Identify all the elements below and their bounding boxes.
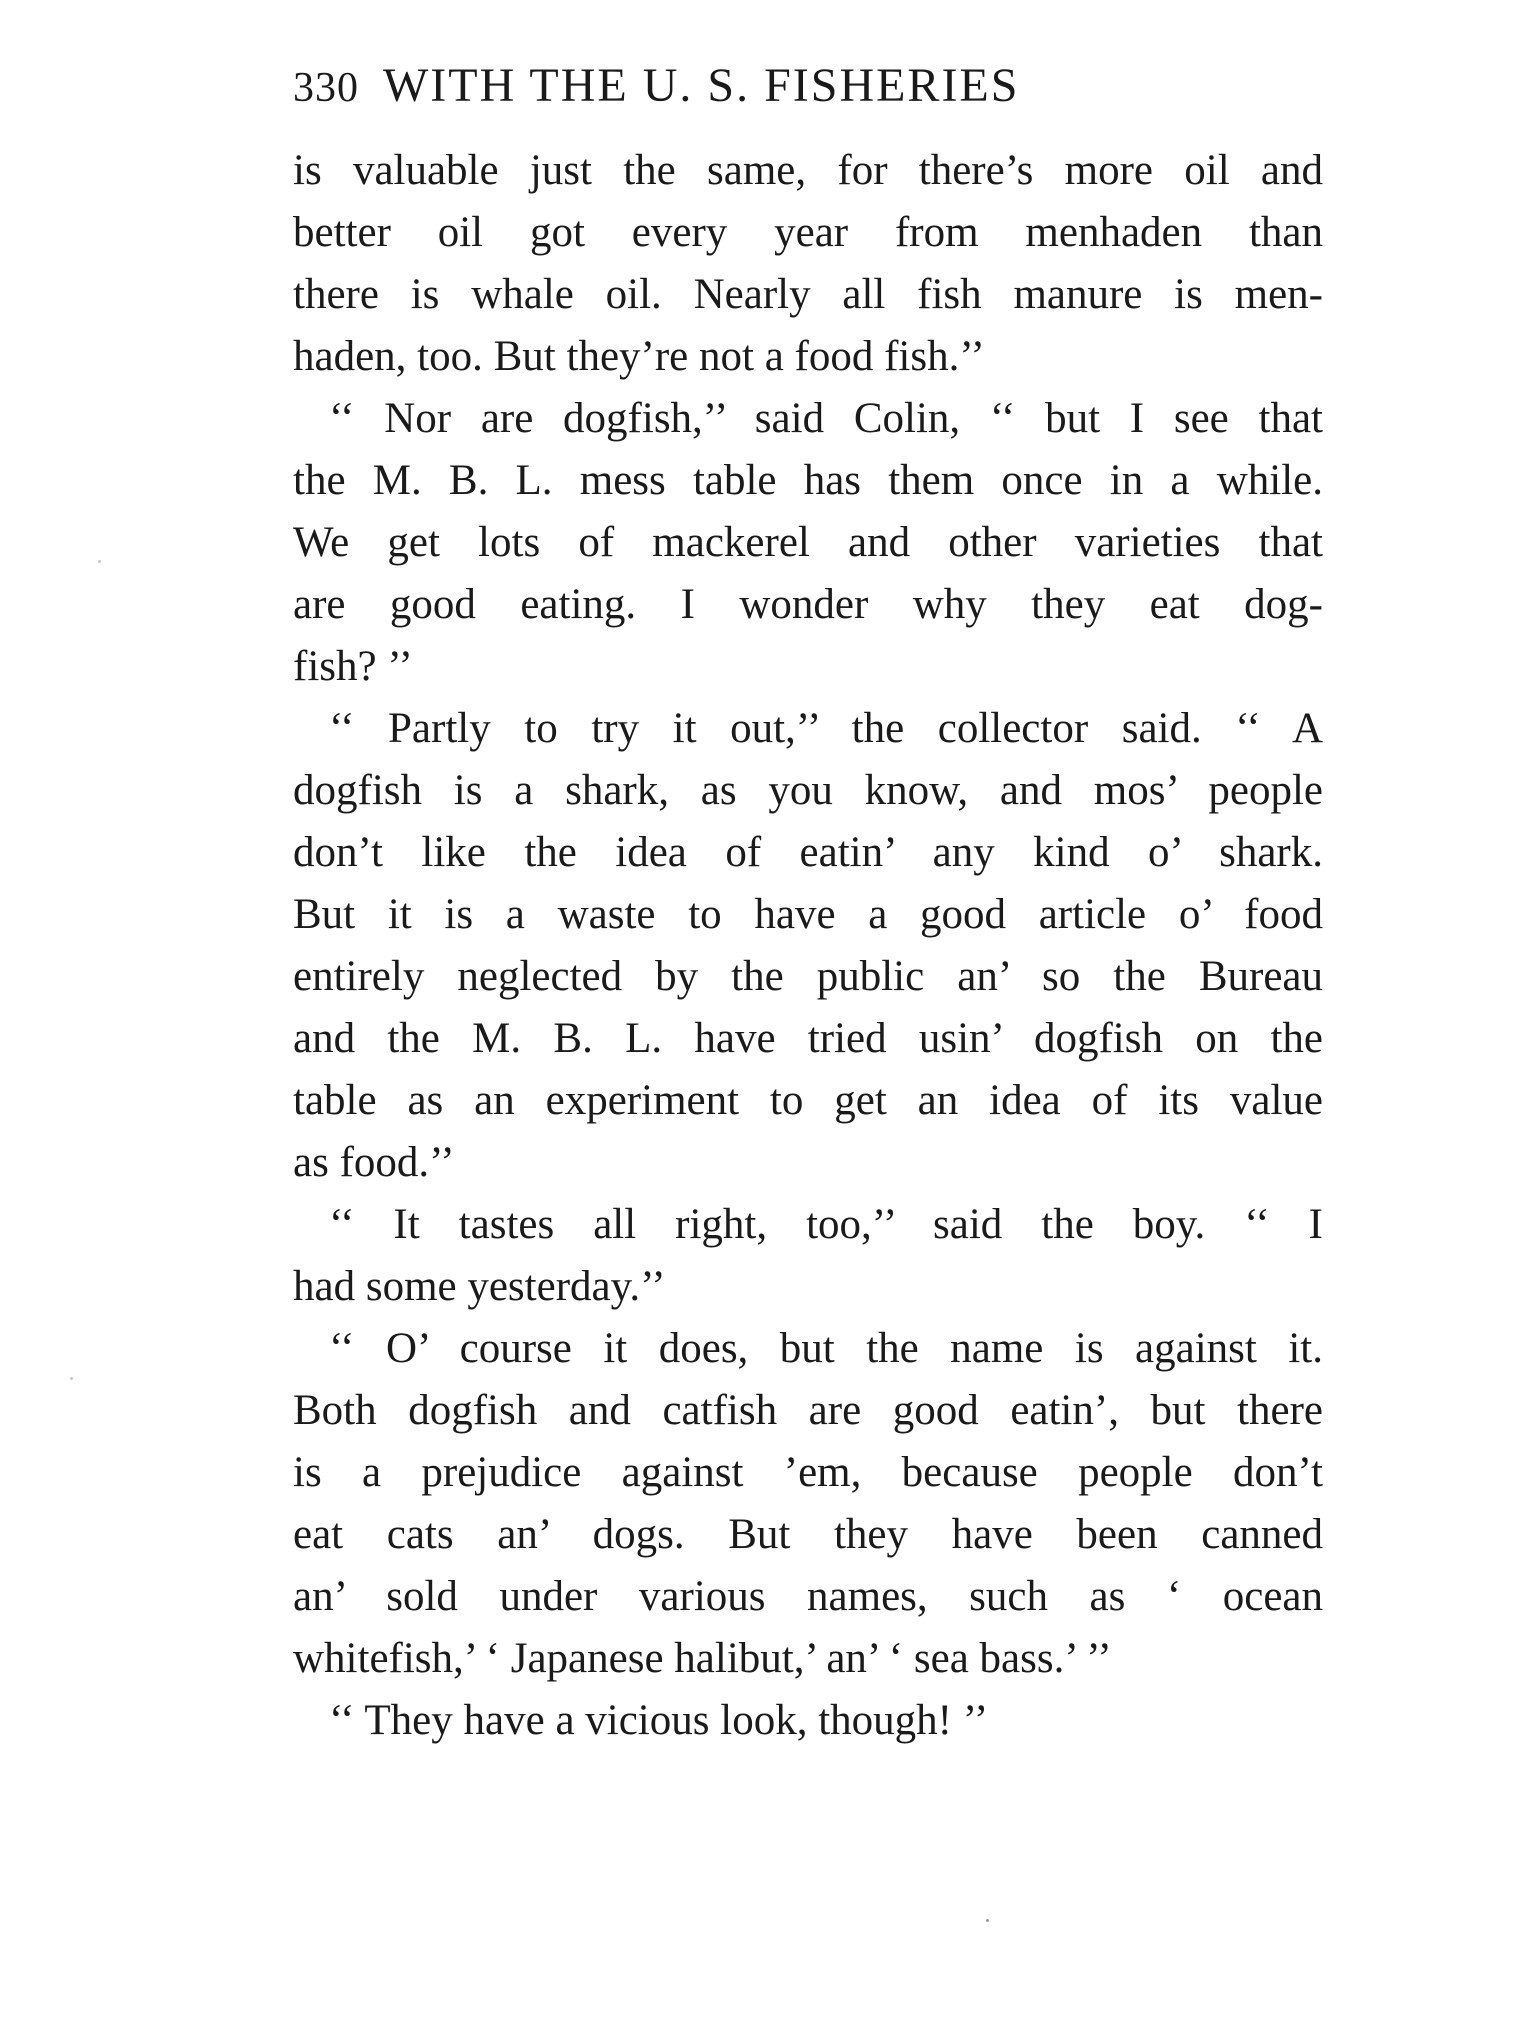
body-text bbox=[293, 140, 1323, 1752]
text-line: whitefish,’ ‘ Japanese halibut,’ an’ ‘ sea bass.’ ’’ bbox=[293, 1635, 1112, 1682]
text-line: entirely neglected by the public an’ so the Bureau bbox=[293, 953, 1323, 1000]
paper-speck bbox=[70, 1377, 73, 1380]
text-line: haden, too. But they’re not a food fish.’’ bbox=[293, 333, 985, 380]
text-line: dogfish is a shark, as you know, and mos’ people bbox=[293, 767, 1323, 814]
text-line: But it is a waste to have a good article o’ food bbox=[293, 891, 1323, 938]
running-head bbox=[293, 56, 1323, 118]
paper-speck bbox=[986, 1919, 989, 1922]
paper-speck bbox=[98, 560, 101, 563]
text-line: ‘‘ It tastes all right, too,’’ said the boy. ‘‘ I bbox=[329, 1201, 1323, 1248]
text-line: ‘‘ Nor are dogfish,’’ said Colin, ‘‘ but I see that bbox=[329, 395, 1323, 442]
text-line: had some yesterday.’’ bbox=[293, 1263, 666, 1310]
text-line: ‘‘ Partly to try it out,’’ the collector said. ‘‘ A bbox=[329, 705, 1323, 752]
text-line: and the M. B. L. have tried usin’ dogfish on the bbox=[293, 1015, 1323, 1062]
text-line: don’t like the idea of eatin’ any kind o’ shark. bbox=[293, 829, 1323, 876]
text-line: better oil got every year from menhaden than bbox=[293, 209, 1323, 256]
running-title: WITH THE U. S. FISHERIES bbox=[383, 59, 1020, 112]
text-line: fish? ’’ bbox=[293, 643, 413, 690]
text-line: We get lots of mackerel and other varieties that bbox=[293, 519, 1323, 566]
text-line: there is whale oil. Nearly all fish manure is men- bbox=[293, 271, 1323, 318]
text-line: Both dogfish and catfish are good eatin’, but there bbox=[293, 1387, 1323, 1434]
text-line: is a prejudice against ’em, because people don’t bbox=[293, 1449, 1323, 1496]
text-line: eat cats an’ dogs. But they have been canned bbox=[293, 1511, 1323, 1558]
text-line: are good eating. I wonder why they eat dog- bbox=[293, 581, 1323, 628]
text-line: table as an experiment to get an idea of its value bbox=[293, 1077, 1323, 1124]
text-line: is valuable just the same, for there’s more oil and bbox=[293, 147, 1323, 194]
text-line: ‘‘ They have a vicious look, though! ’’ bbox=[329, 1697, 989, 1744]
text-line: the M. B. L. mess table has them once in a while. bbox=[293, 457, 1323, 504]
text-line: ‘‘ O’ course it does, but the name is against it. bbox=[329, 1325, 1323, 1372]
text-line: an’ sold under various names, such as ‘ ocean bbox=[293, 1573, 1323, 1620]
page-number: 330 bbox=[293, 65, 359, 111]
text-line: as food.’’ bbox=[293, 1139, 455, 1186]
